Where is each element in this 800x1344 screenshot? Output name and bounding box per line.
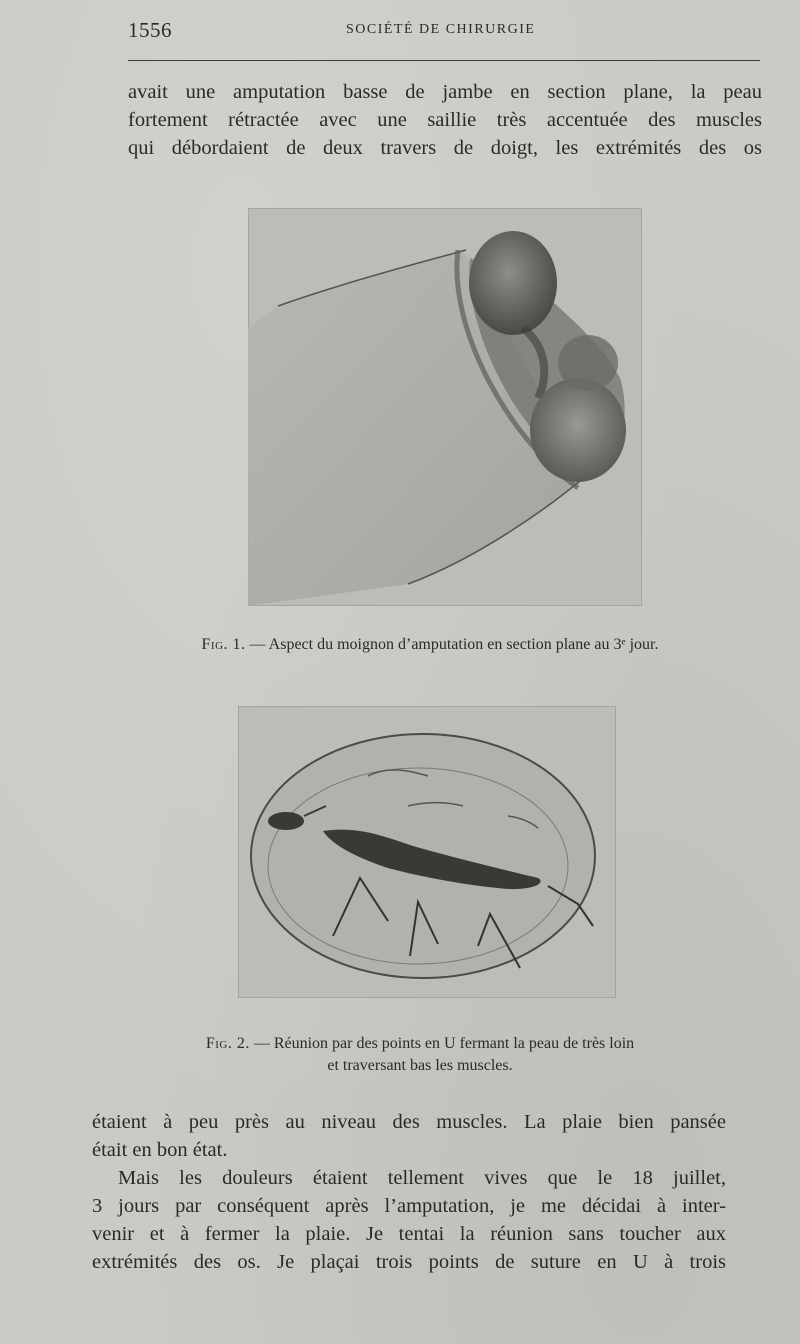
text-line: fortement rétractée avec une saillie très accentuée des muscles — [128, 109, 762, 131]
figure-2-caption-line-1: — Réunion par des points en U fermant la peau de très loin — [253, 1035, 635, 1052]
text-line: Mais les douleurs étaient tellement vives que le 18 juillet, — [118, 1167, 726, 1189]
figure-2-caption-line-2: et traversant bas les muscles. — [327, 1057, 513, 1074]
figure-1-label: Fig. 1. — [201, 636, 246, 653]
page-number: 1556 — [128, 18, 172, 42]
paragraph-top — [128, 78, 762, 162]
text-line: extrémités des os. Je plaçai trois points de suture en U à trois — [92, 1251, 726, 1273]
text-line: 3 jours par conséquent après l’amputation, je me décidai à inter- — [92, 1195, 726, 1217]
paragraph-bottom — [92, 1108, 726, 1276]
text-line: qui débordaient de deux travers de doigt, les extrémités des os — [128, 137, 762, 159]
figure-2-label: Fig. 2. — [205, 1035, 250, 1052]
figure-2-caption — [120, 1033, 720, 1077]
text-line: était en bon état. — [92, 1139, 228, 1161]
stump-drawing — [248, 208, 642, 606]
page-header — [128, 16, 760, 46]
header-rule — [128, 60, 760, 61]
figure-2-illustration — [238, 706, 616, 998]
text-line: avait une amputation basse de jambe en section plane, la peau — [128, 81, 762, 103]
figure-1-caption-text: — Aspect du moignon d’amputation en section plane au 3ᵉ jour. — [249, 636, 659, 653]
text-line: venir et à fermer la plaie. Je tentai la réunion sans toucher aux — [92, 1223, 726, 1245]
suture-drawing — [238, 706, 616, 998]
figure-1-illustration — [248, 208, 642, 606]
running-head: SOCIÉTÉ DE CHIRURGIE — [346, 22, 536, 37]
text-line: étaient à peu près au niveau des muscles. La plaie bien pansée — [92, 1111, 726, 1133]
figure-1-caption — [120, 634, 740, 656]
